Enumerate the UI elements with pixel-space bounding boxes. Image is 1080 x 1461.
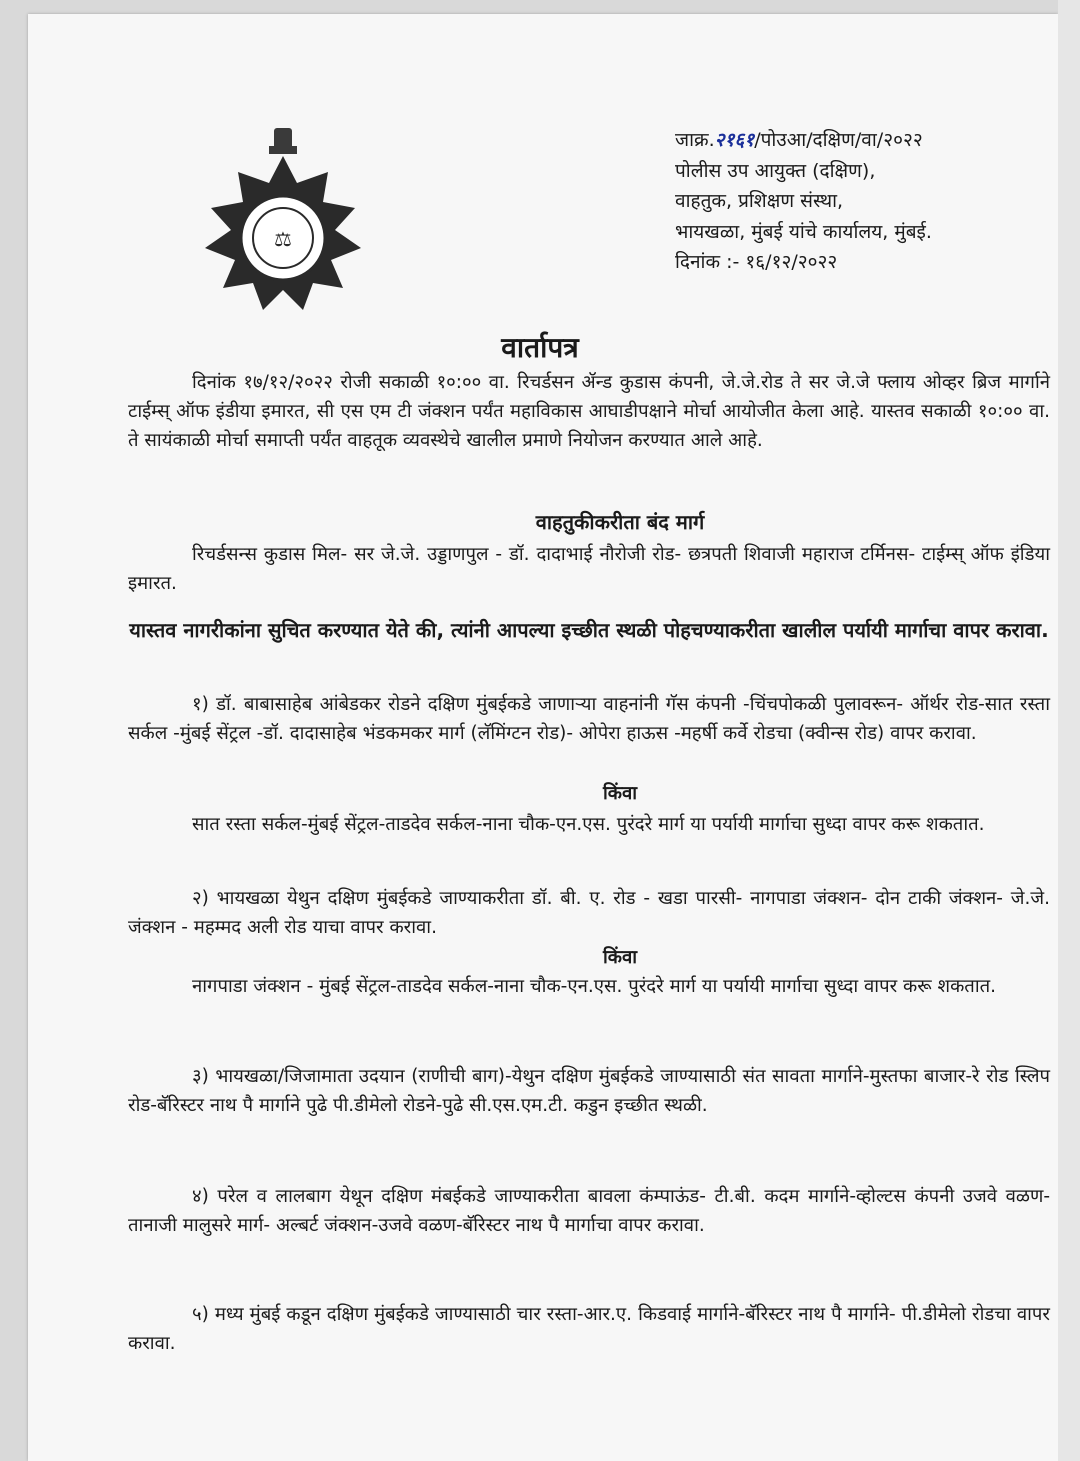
- closed-route-heading: वाहतुकीकरीता बंद मार्ग: [535, 510, 705, 534]
- reference-number: २१६१: [714, 129, 755, 151]
- svg-text:⚖: ⚖: [274, 227, 292, 251]
- route-1-alternate: सात रस्ता सर्कल-मुंबई सेंट्रल-ताडदेव सर्कल-नाना चौक-एन.एस. पुरंदरे मार्ग या पर्यायी मार्गाचा सुध्दा वापर करू शकतात.: [192, 814, 985, 835]
- route-1: १) डॉ. बाबासाहेब आंबेडकर रोडने दक्षिण मुंबईकडे जाणाऱ्या वाहनांनी गॅस कंपनी -चिंचपोकळी पुलावरून- ऑर्थर रोड-सात रस्ता सर्कल -मुंबई सेंट्रल -डॉ. दादासाहेब भंडकमकर मार्ग (लॅमिंग्टन रोड)- ओपेरा हाऊस -महर्षी कर्वे रोडचा (क्वीन्स रोड) वापर करावा.: [128, 694, 1050, 744]
- alternate-route-notice: यास्तव नागरीकांना सुचित करण्यात येते की, त्यांनी आपल्या इच्छीत स्थळी पोहचण्याकरीता खालील पर्यायी मार्गाचा वापर करावा.: [129, 618, 1049, 642]
- mumbai-police-emblem-icon: [198, 128, 368, 318]
- document-title: वार्तापत्र: [501, 331, 579, 364]
- route-2-alternate: नागपाडा जंक्शन - मुंबई सेंट्रल-ताडदेव सर्कल-नाना चौक-एन.एस. पुरंदरे मार्ग या पर्यायी मार्गाचा सुध्दा वापर करू शकतात.: [192, 976, 997, 997]
- route-4: ४) परेल व लालबाग येथून दक्षिण मंबईकडे जाण्याकरीता बावला कंम्पाऊंड- टी.बी. कदम मार्गाने-व्होल्टस कंपनी उजवे वळण- तानाजी मालुसरे मार्ग- अल्बर्ट जंक्शन-उजवे वळण-बॅरिस्टर नाथ पै मार्गाचा वापर करावा.: [128, 1186, 1050, 1236]
- or-label: किंवा: [602, 947, 638, 968]
- office-line-2: वाहतुक, प्रशिक्षण संस्था,: [675, 190, 844, 212]
- office-line-1: पोलीस उप आयुक्त (दक्षिण),: [675, 159, 876, 182]
- date-line: दिनांक :- १६/१२/२०२२: [675, 251, 838, 273]
- page-edge: [1058, 0, 1080, 1461]
- office-line-3: भायखळा, मुंबई यांचे कार्यालय, मुंबई.: [675, 220, 932, 243]
- or-label: किंवा: [602, 783, 638, 804]
- route-2: २) भायखळा येथुन दक्षिण मुंबईकडे जाण्याकरीता डॉ. बी. ए. रोड - खडा पारसी- नागपाडा जंक्शन- दोन टाकी जंक्शन- जे.जे. जंक्शन - महम्मद अली रोड याचा वापर करावा.: [128, 888, 1050, 938]
- reference-number-line: जाक्र.२१६१/पोउआ/दक्षिण/वा/२०२२: [675, 129, 923, 151]
- route-5: ५) मध्य मुंबई कडून दक्षिण मुंबईकडे जाण्यासाठी चार रस्ता-आर.ए. किडवाई मार्गाने-बॅरिस्टर नाथ पै मार्गाने- पी.डीमेलो रोडचा वापर करावा.: [128, 1304, 1050, 1354]
- intro-paragraph: दिनांक १७/१२/२०२२ रोजी सकाळी १०:०० वा. रिचर्डसन ॲन्ड कुडास कंपनी, जे.जे.रोड ते सर जे.जे फ्लाय ओव्हर ब्रिज मार्गाने टाईम्स् ऑफ इंडीया इमारत, सी एस एम टी जंक्शन पर्यंत महाविकास आघाडीपक्षाने मोर्चा आयोजीत केला आहे. यास्तव सकाळी १०:०० वा. ते सायंकाळी मोर्चा समाप्ती पर्यंत वाहतूक व्यवस्थेचे खालील प्रमाणे नियोजन करण्यात आले आहे.: [128, 372, 1050, 451]
- closed-route-text: रिचर्डसन्स कुडास मिल- सर जे.जे. उड्डाणपुल - डॉ. दादाभाई नौरोजी रोड- छत्रपती शिवाजी महाराज टर्मिनस- टाईम्स् ऑफ इंडिया इमारत.: [128, 544, 1050, 594]
- route-3: ३) भायखळा/जिजामाता उदयान (राणीची बाग)-येथुन दक्षिण मुंबईकडे जाण्यासाठी संत सावता मार्गाने-मुस्तफा बाजार-रे रोड स्लिप रोड-बॅरिस्टर नाथ पै मार्गाने पुढे पी.डीमेलो रोडने-पुढे सी.एस.एम.टी. कडुन इच्छीत स्थळी.: [128, 1066, 1050, 1116]
- reference-block: [675, 125, 1055, 278]
